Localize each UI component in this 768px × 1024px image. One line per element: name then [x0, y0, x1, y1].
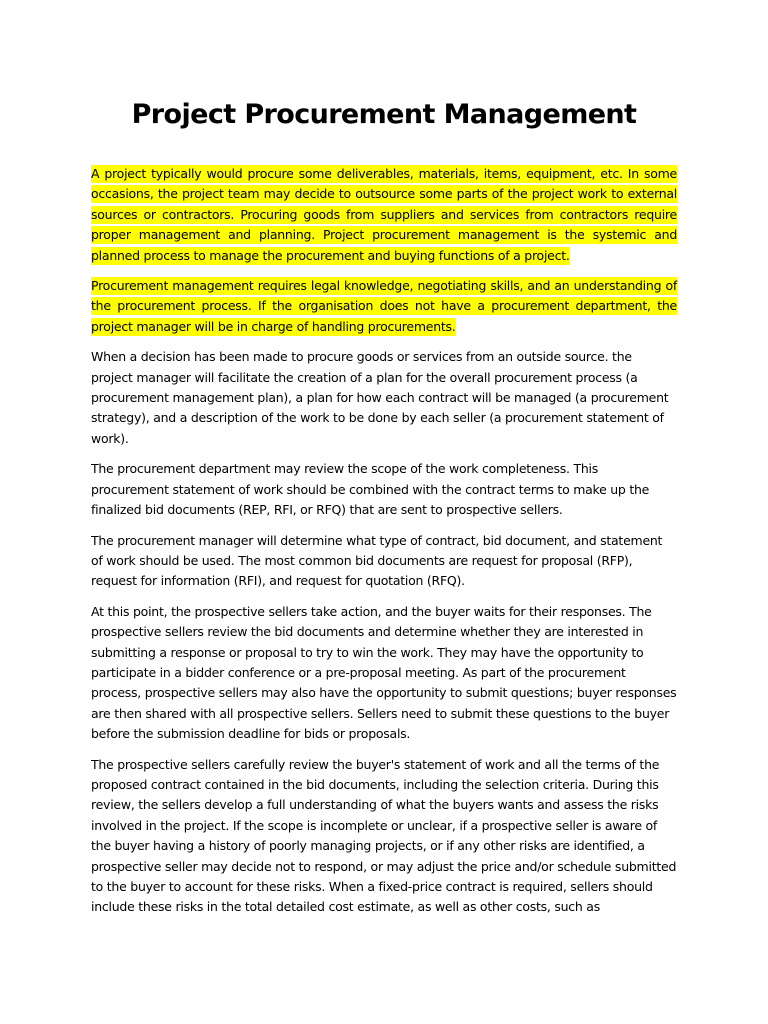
highlighted-text: Procurement management requires legal knowledge, negotiating skills, and an understanding of the procurement process. If the organisation does not have a procurement department, the project manager will be in charge of handling procurements.	[91, 278, 677, 334]
document-title: Project Procurement Management	[131, 99, 637, 130]
document-body	[91, 164, 677, 928]
paragraph-1	[91, 164, 677, 266]
paragraph-4: The procurement department may review the scope of the work completeness. This procurement statement of work should be combined with the contract terms to make up the finalized bid documents (REP, RFI, or RFQ) that are sent to prospective sellers.	[91, 461, 650, 518]
paragraph-7: The prospective sellers carefully review the buyer's statement of work and all the terms of the proposed contract contained in the bid documents, including the selection criteria. During this review, the sellers develop a full understanding of what the buyers wants and assess the risks involved in the project. If the scope is incomplete or unclear, if a prospective seller is aware of the buyer having a history of poorly managing projects, or if any other risks are identified, a prospective seller may decide not to respond, or may adjust the price and/or schedule submitted to the buyer to account for these risks. When a fixed-price contract is required, sellers should include these risks in the total detailed cost estimate, as well as other costs, such as	[91, 756, 677, 915]
paragraph-5: The procurement manager will determine what type of contract, bid document, and statement of work should be used. The most common bid documents are request for proposal (RFP), request for information (RFI), and request for quotation (RFQ).	[91, 532, 663, 589]
highlighted-text: A project typically would procure some deliverables, materials, items, equipment, etc. In some occasions, the project team may decide to outsource some parts of the project work to external sources or contractors. Procuring goods from suppliers and services from contractors require proper management and planning. Project procurement management is the systemic and planned process to manage the procurement and buying functions of a project.	[91, 166, 677, 263]
paragraph-3: When a decision has been made to procure goods or services from an outside source. the project manager will facilitate the creation of a plan for the overall procurement process (a procurement management plan), a plan for how each contract will be managed (a procurement strategy), and a description of the work to be done by each seller (a procurement statement of work).	[91, 349, 669, 446]
paragraph-2	[91, 276, 677, 337]
paragraph-6: At this point, the prospective sellers take action, and the buyer waits for their responses. The prospective sellers review the bid documents and determine whether they are interested in submitting a response or proposal to try to win the work. They may have the opportunity to participate in a bidder conference or a pre-proposal meeting. As part of the procurement process, prospective sellers may also have the opportunity to submit questions; buyer responses are then shared with all prospective sellers. Sellers need to submit these questions to the buyer before the submission deadline for bids or proposals.	[91, 603, 677, 742]
